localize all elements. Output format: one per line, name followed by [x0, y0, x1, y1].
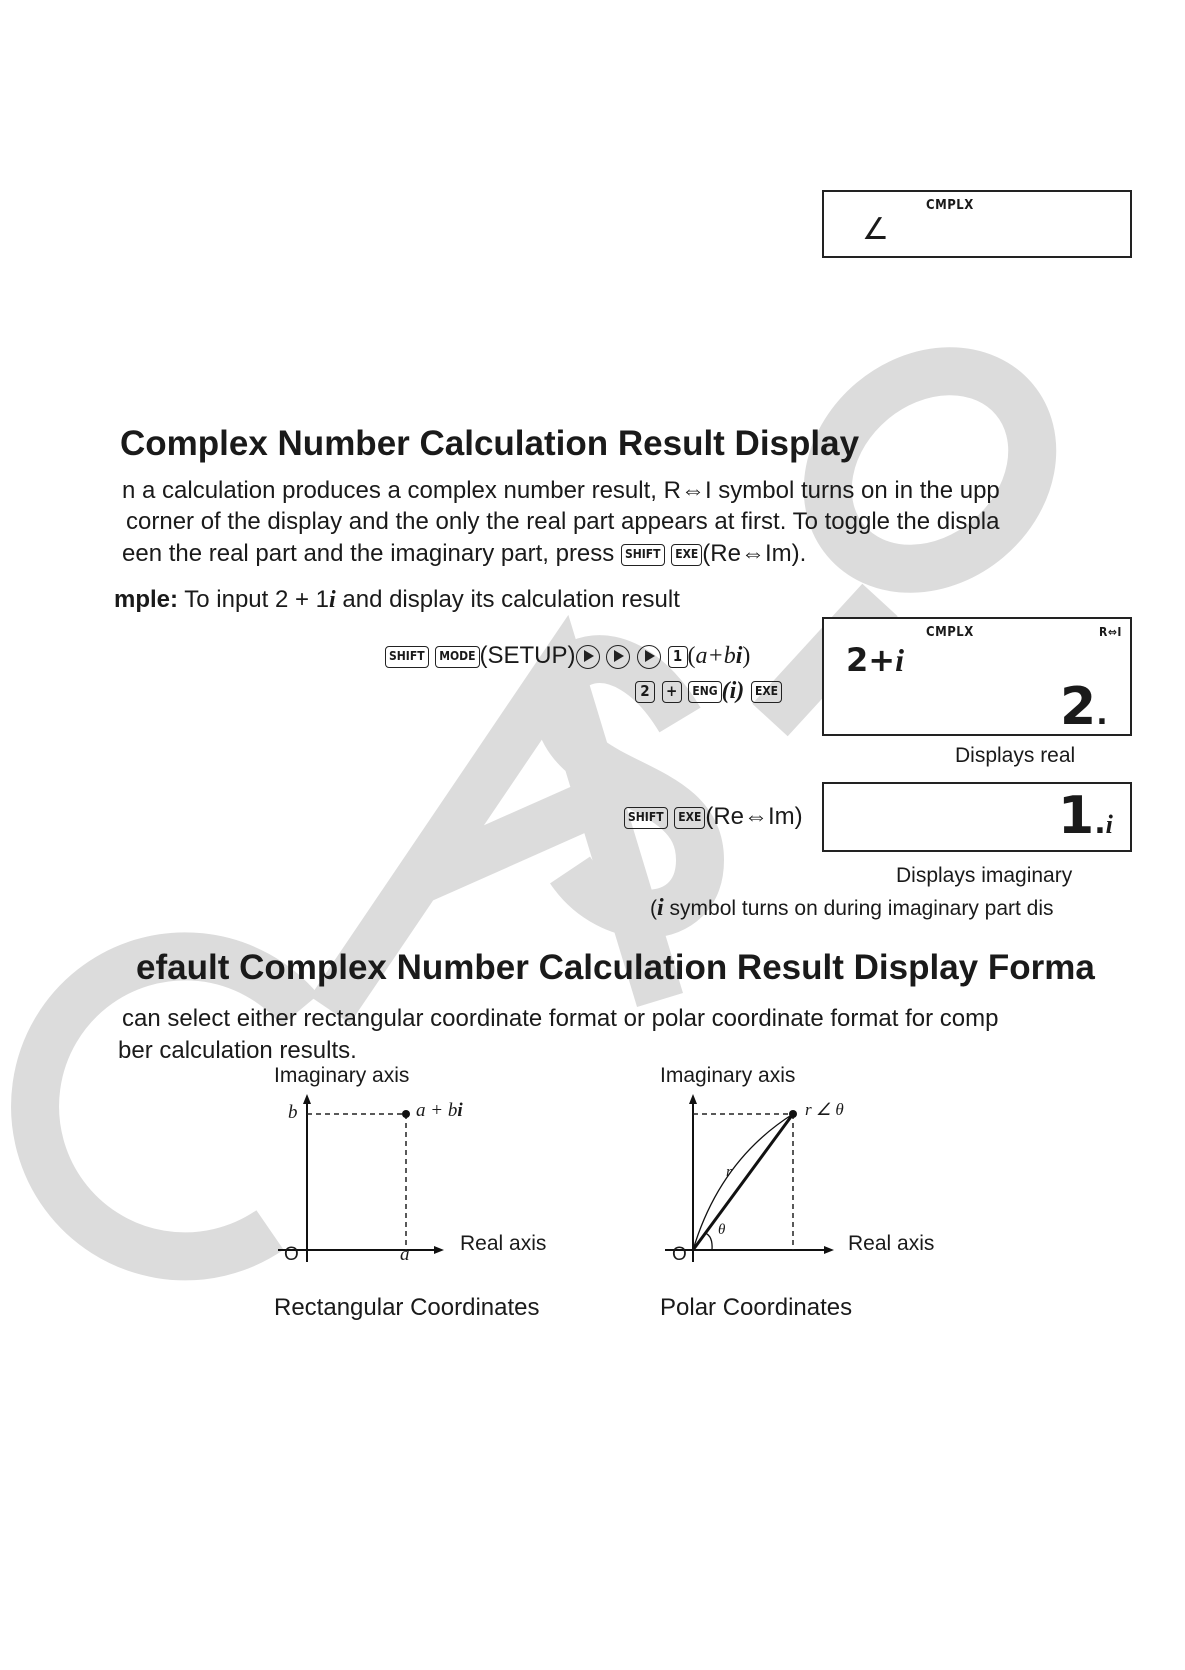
- key-sequence-2: [635, 677, 782, 705]
- eng-key: ENG: [688, 681, 721, 703]
- input-i: i: [895, 642, 904, 678]
- rect-y-arrow: [303, 1094, 311, 1104]
- mode-key: MODE: [435, 646, 479, 668]
- shift-key: SHIFT: [621, 544, 665, 566]
- rect-point: [402, 1110, 410, 1118]
- section-heading-default-format: efault Complex Number Calculation Result Display Forma: [136, 948, 1095, 987]
- input-text: 2+: [846, 641, 896, 679]
- calculator-display-imaginary: [822, 782, 1132, 852]
- caption-i: i: [657, 895, 664, 921]
- i-key-label: (i): [721, 678, 745, 704]
- angle-symbol: ∠: [862, 212, 889, 247]
- example-text-after: and display its calculation result: [342, 586, 680, 613]
- rect-point-a: a + b: [416, 1100, 458, 1121]
- example-label: mple:: [114, 586, 179, 613]
- result-value: [1060, 677, 1108, 737]
- caption-paren: (: [650, 897, 657, 920]
- polar-r-label: r: [726, 1164, 732, 1180]
- replay-right-icon: [576, 645, 600, 669]
- caption-i-symbol: [650, 895, 1054, 922]
- cmplx-indicator: CMPLX: [926, 198, 974, 213]
- cmplx-indicator: CMPLX: [926, 625, 974, 640]
- paren-close: ): [742, 643, 751, 669]
- polar-theta-label: θ: [718, 1222, 726, 1238]
- rect-x-arrow: [434, 1246, 444, 1254]
- polar-point: [789, 1110, 797, 1118]
- imaginary-i: i: [1105, 810, 1113, 839]
- paragraph-line-1: n a calculation produces a complex number result, R⇔I symbol turns on in the upp: [122, 477, 1000, 504]
- replay-right-icon: [606, 645, 630, 669]
- shift-key: SHIFT: [385, 646, 429, 668]
- paragraph2-line-1: can select either rectangular coordinate format or polar coordinate format for comp: [122, 1005, 999, 1032]
- paren-open: (: [687, 643, 696, 669]
- rect-point-label: [416, 1100, 463, 1122]
- result-digit: 1: [1058, 786, 1095, 846]
- exe-key: EXE: [674, 807, 705, 829]
- plus-key: +: [662, 681, 682, 703]
- result-dot: .: [1094, 806, 1106, 841]
- paragraph2-line-2: ber calculation results.: [118, 1037, 357, 1064]
- rect-real-axis-label: Real axis: [460, 1232, 547, 1255]
- key-sequence-3: [624, 803, 803, 831]
- polar-radius-line: [693, 1114, 793, 1250]
- replay-right-icon: [637, 645, 661, 669]
- two-key: 2: [635, 681, 655, 703]
- polar-y-arrow: [689, 1094, 697, 1104]
- paragraph-line-3-text: een the real part and the imaginary part, press: [122, 540, 615, 567]
- example-text-before: To input 2 + 1: [184, 586, 330, 613]
- calculator-display-top: [822, 190, 1132, 258]
- i-label: i: [735, 643, 743, 669]
- caption-displays-real: Displays real: [955, 744, 1076, 767]
- example-line: [114, 586, 680, 614]
- rect-origin-label: O: [284, 1244, 299, 1265]
- rect-a-label: a: [400, 1244, 410, 1265]
- re-im-label: (Re⇔Im): [705, 803, 803, 830]
- polar-imaginary-axis-label: Imaginary axis: [660, 1064, 796, 1087]
- paragraph-line-3: [122, 540, 806, 568]
- key-sequence-1: [385, 642, 750, 670]
- rect-b-label: b: [288, 1102, 298, 1123]
- polar-origin-label: O: [672, 1244, 687, 1265]
- rect-imaginary-axis-label: Imaginary axis: [274, 1064, 410, 1087]
- rect-caption: Rectangular Coordinates: [274, 1294, 540, 1321]
- polar-x-arrow: [824, 1246, 834, 1254]
- exe-key: EXE: [751, 681, 782, 703]
- polar-caption: Polar Coordinates: [660, 1294, 853, 1321]
- calculator-display-real: [822, 617, 1132, 736]
- input-expression: [846, 641, 904, 679]
- exe-key: EXE: [671, 544, 702, 566]
- re-im-label: (Re⇔Im).: [702, 540, 807, 567]
- shift-key: SHIFT: [624, 807, 668, 829]
- polar-real-axis-label: Real axis: [848, 1232, 935, 1255]
- rect-point-i: i: [457, 1100, 463, 1121]
- caption-text: symbol turns on during imaginary part dis: [669, 897, 1054, 920]
- one-key: 1: [668, 646, 688, 668]
- polar-angle-arc: [705, 1233, 712, 1250]
- caption-displays-imaginary: Displays imaginary: [896, 864, 1073, 887]
- example-i: i: [329, 587, 336, 613]
- re-im-indicator: R⇔I: [1099, 625, 1122, 639]
- result-digit: 2: [1060, 677, 1097, 737]
- polar-point-label: r ∠ θ: [805, 1100, 844, 1119]
- section-heading-result-display: Complex Number Calculation Result Display: [120, 424, 860, 463]
- imaginary-result: [1058, 786, 1113, 846]
- setup-label: (SETUP): [479, 642, 576, 669]
- result-dot: .: [1096, 697, 1108, 732]
- paragraph-line-2: corner of the display and the only the real part appears at first. To toggle the displa: [126, 508, 1000, 535]
- a-plus-b-label: a+b: [695, 643, 736, 669]
